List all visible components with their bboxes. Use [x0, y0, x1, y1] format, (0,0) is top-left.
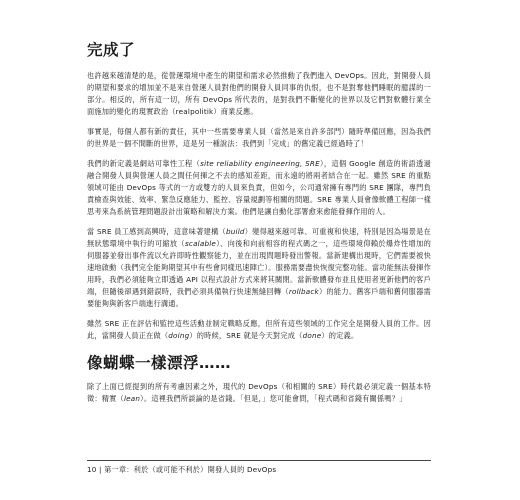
paragraph-lean [87, 381, 431, 405]
term-done: done [302, 331, 322, 340]
text-run: 雖然 SRE 正在評估和監控這些活動並制定戰略反應，但所有這些領域的工作完全是開發人員的工作。因此，當開發人員正在做（ [87, 319, 431, 340]
page-content [87, 40, 431, 413]
text-run: 除了上面已經提到的所有考慮因素之外，現代的 DevOps（和相關的 SRE）時代最必須定義一個基本特徵：精實（ [87, 382, 431, 403]
paragraph-sre-done [87, 318, 431, 342]
paragraph-sre-happy [87, 226, 431, 310]
term-build: build [226, 227, 245, 236]
text-run: ）的定義。 [321, 331, 359, 340]
text-run: ）的能力。舊客戶端和舊伺服器需要能夠與新客戶端進行溝通。 [87, 287, 431, 308]
term-lean: lean [123, 394, 141, 403]
paragraph-devops-intro: 也許越來越清楚的是，從營運環境中產生的期望和需求必然推動了我們進入 DevOps。因此，對開發人員的期望和要求的增加並不是來自營運人員對他們的開發人員同事的仇恨，也不是對奪他們睡眠的臆謀的一部分。相反的，所有這一切，所有 DevOps 所代表的，是對我們不斷變化的世界以及它們對軟體行業全面施加的變化的現實政治（realpolitik）商業反應。 [87, 71, 431, 116]
page-footer: 10 | 第一章：利於（或可能不利於）開發人員的 DevOps [87, 465, 277, 474]
term-rollback: rollback [288, 287, 319, 296]
text-run: ）變得越來越可靠、可重複和快速，特別是因為場景是在無狀態環境中執行的可縮放（ [87, 227, 431, 248]
sre-definition-body: ），這個 Google 創造的術語透過融合開發人員與營運人員之間任何揮之不去的感知差距，而永遠的將兩者結合在一起。雖然 SRE 的重點領域可能由 DevOps 等式的一方或雙方的人員來負責，但如今，公司通常擁有專門的 SRE 團隊，專門負責檢查與效能、效率、緊急反應能力、監控、容量規劃等相關的問題。SRE 專業人員會像軟體工程師一樣思考來為系統管理問題設計出策略和解決方案。他們是讓自動化部署愈來愈能發揮作用的人。 [87, 159, 431, 216]
footer-divider [87, 460, 431, 461]
section-heading-done: 完成了 [87, 41, 136, 59]
term-scalable: scalable [184, 239, 217, 248]
term-doing: doing [168, 331, 190, 340]
sre-term: site reliability engineering, SRE [200, 159, 320, 168]
text-run: ）的時候，SRE 就是今天對完成（ [189, 331, 303, 340]
section-heading-butterfly: 像蝴蝶一樣漂浮…… [87, 354, 232, 372]
sre-definition-lead: 我們的新定義是網站可靠性工程（ [87, 159, 201, 168]
text-run: 當 SRE 員工感到高興時，這意味著建構（ [87, 227, 227, 236]
paragraph-sre-definition [87, 158, 431, 218]
paragraph-new-responsibilities: 事實是，每個人都有新的責任，其中一些需要專業人員（當然是來自許多部門）隨時準備回應，因為我們的世界是一個不間斷的世界，這是另一種說法：我們到「完成」的舊定義已經過時了！ [87, 127, 431, 148]
text-run: ）、向後和向前相容的程式碼之一，這些環境仰賴於爆炸性增加的伺服器並發出事件流以允許即時性觀察能力，並在出現問題時發出警報。當新建構出現時，它們需要被快速地啟動（我們完全能夠期望其中有些會同樣迅速陣亡）。服務需要盡快恢復完整功能。當功能無法發揮作用時，我們必須能夠立即透過 API 以程式設計方式來將其關閉。當新軟體發布並且使用者更新他們的客戶端，但隨後卻遇到錯誤時，我們必須具備執行快速無縫回轉（ [87, 239, 431, 296]
text-run: ）。這裡我們所談論的是省錢。「但是，」您可能會問，「程式碼和省錢有關係嗎？」 [140, 394, 407, 403]
